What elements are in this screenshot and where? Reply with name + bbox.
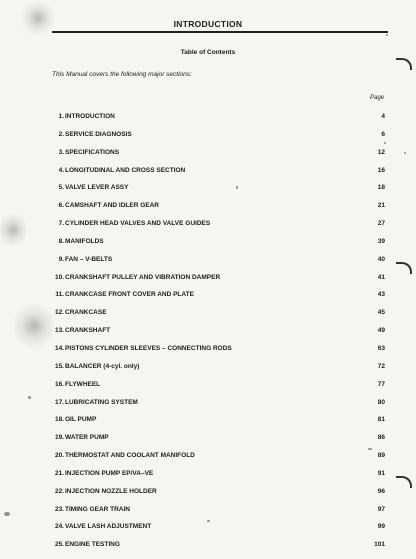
- entry-number: 6.: [58, 202, 64, 210]
- toc-entry: [0, 416, 416, 434]
- entry-title: CRANKSHAFT: [65, 327, 111, 335]
- entry-number: 22.: [54, 487, 64, 495]
- entry-page: 101: [374, 541, 385, 549]
- toc-entry: [0, 167, 416, 185]
- binder-hole-mark: [396, 58, 412, 70]
- entry-title: SERVICE DIAGNOSIS: [65, 130, 132, 138]
- toc-entry: [0, 220, 416, 238]
- entry-title: INTRODUCTION: [65, 113, 115, 120]
- entry-page: 18: [377, 184, 385, 192]
- entry-number: 17.: [54, 398, 64, 406]
- entry-title: LONGITUDINAL AND CROSS SECTION: [65, 166, 186, 174]
- toc-entry: [0, 470, 416, 488]
- entry-page: 41: [377, 273, 385, 281]
- entry-number: 10.: [54, 273, 64, 281]
- scan-speck: [386, 34, 388, 36]
- entry-page: 77: [377, 380, 385, 388]
- entry-number: 4.: [58, 166, 64, 174]
- entry-title: TIMING GEAR TRAIN: [65, 505, 130, 513]
- toc-entry: [0, 309, 416, 327]
- entry-page: 27: [377, 220, 385, 228]
- entry-title: PISTONS CYLINDER SLEEVES – CONNECTING RODS: [65, 344, 232, 352]
- toc-entry: [0, 363, 416, 381]
- entry-title: INJECTION PUMP EP/VA–VE: [65, 469, 154, 477]
- entry-page: 12: [377, 148, 385, 156]
- toc-intro: This Manual covers the following major sections:: [52, 71, 192, 78]
- entry-number: 23.: [54, 505, 64, 513]
- toc-list: [0, 113, 416, 559]
- entry-title: CRANKCASE: [65, 309, 107, 317]
- entry-title: CYLINDER HEAD VALVES AND VALVE GUIDES: [65, 220, 211, 228]
- entry-page: 63: [377, 344, 385, 352]
- entry-number: 19.: [54, 434, 64, 442]
- entry-number: 1.: [58, 113, 64, 120]
- entry-title: CRANKSHAFT PULLEY AND VIBRATION DAMPER: [65, 273, 221, 281]
- toc-entry: [0, 452, 416, 470]
- toc-entry: [0, 381, 416, 399]
- entry-title: FLYWHEEL: [65, 380, 101, 388]
- entry-page: 97: [377, 505, 385, 513]
- entry-number: 25.: [54, 541, 64, 549]
- entry-number: 5.: [58, 184, 64, 192]
- entry-number: 8.: [58, 237, 64, 245]
- entry-title: VALVE LEVER ASSY: [65, 184, 129, 192]
- entry-number: 12.: [54, 309, 64, 317]
- toc-entry: [0, 523, 416, 541]
- entry-page: 86: [377, 434, 385, 442]
- entry-number: 7.: [58, 220, 64, 228]
- toc-entry: [0, 291, 416, 309]
- toc-entry: [0, 149, 416, 167]
- toc-entry: [0, 202, 416, 220]
- entry-page: 43: [377, 291, 385, 299]
- toc-entry: [0, 131, 416, 149]
- entry-page: 16: [377, 166, 385, 174]
- entry-number: 14.: [54, 344, 64, 352]
- entry-title: ENGINE TESTING: [65, 541, 120, 549]
- toc-title: Table of Contents: [180, 49, 236, 56]
- entry-page: 49: [377, 327, 385, 335]
- entry-page: 91: [377, 469, 385, 477]
- scan-smudge: [20, 0, 56, 36]
- entry-title: MANIFOLDS: [65, 237, 104, 245]
- entry-title: SPECIFICATIONS: [65, 148, 120, 156]
- entry-number: 24.: [54, 523, 64, 531]
- entry-title: LUBRICATING SYSTEM: [65, 398, 138, 406]
- entry-page: 6: [381, 130, 385, 138]
- entry-number: 13.: [54, 327, 64, 335]
- toc-entry: [0, 488, 416, 506]
- entry-page: 40: [377, 255, 385, 263]
- entry-page: 72: [377, 362, 385, 370]
- entry-page: 4: [381, 113, 385, 120]
- entry-number: 21.: [54, 469, 64, 477]
- entry-number: 3.: [58, 148, 64, 156]
- entry-page: 39: [377, 237, 385, 245]
- toc-entry: [0, 184, 416, 202]
- toc-entry: [0, 345, 416, 363]
- toc-entry: [0, 541, 416, 559]
- toc-entry: [0, 256, 416, 274]
- entry-title: THERMOSTAT AND COOLANT MANIFOLD: [65, 452, 195, 460]
- toc-entry: [0, 274, 416, 292]
- page-column-heading: Page: [369, 95, 384, 101]
- entry-title: VALVE LASH ADJUSTMENT: [65, 523, 152, 531]
- entry-number: 20.: [54, 452, 64, 460]
- entry-page: 96: [377, 487, 385, 495]
- toc-entry: [0, 399, 416, 417]
- entry-page: 45: [377, 309, 385, 317]
- entry-page: 21: [377, 202, 385, 210]
- entry-page: 81: [377, 416, 385, 424]
- entry-title: OIL PUMP: [65, 416, 97, 424]
- entry-title: INJECTION NOZZLE HOLDER: [65, 487, 157, 495]
- entry-title: FAN – V-BELTS: [65, 255, 113, 263]
- entry-title: BALANCER (4-cyl. only): [65, 362, 140, 370]
- entry-page: 89: [377, 452, 385, 460]
- entry-title: WATER PUMP: [65, 434, 109, 442]
- header-rule: [52, 31, 388, 33]
- toc-entry: [0, 238, 416, 256]
- entry-number: 9.: [58, 255, 64, 263]
- entry-number: 16.: [54, 380, 64, 388]
- entry-number: 2.: [58, 130, 64, 138]
- toc-entry: [0, 327, 416, 345]
- toc-entry: [0, 113, 416, 131]
- toc-entry: [0, 506, 416, 524]
- entry-title: CAMSHAFT AND IDLER GEAR: [65, 202, 160, 210]
- entry-number: 11.: [55, 291, 64, 299]
- entry-page: 99: [377, 523, 385, 531]
- toc-entry: [0, 434, 416, 452]
- entry-number: 15.: [54, 362, 64, 370]
- page-header-title: INTRODUCTION: [173, 19, 243, 29]
- entry-page: 80: [377, 398, 385, 406]
- entry-title: CRANKCASE FRONT COVER AND PLATE: [65, 291, 194, 299]
- entry-number: 18.: [54, 416, 64, 424]
